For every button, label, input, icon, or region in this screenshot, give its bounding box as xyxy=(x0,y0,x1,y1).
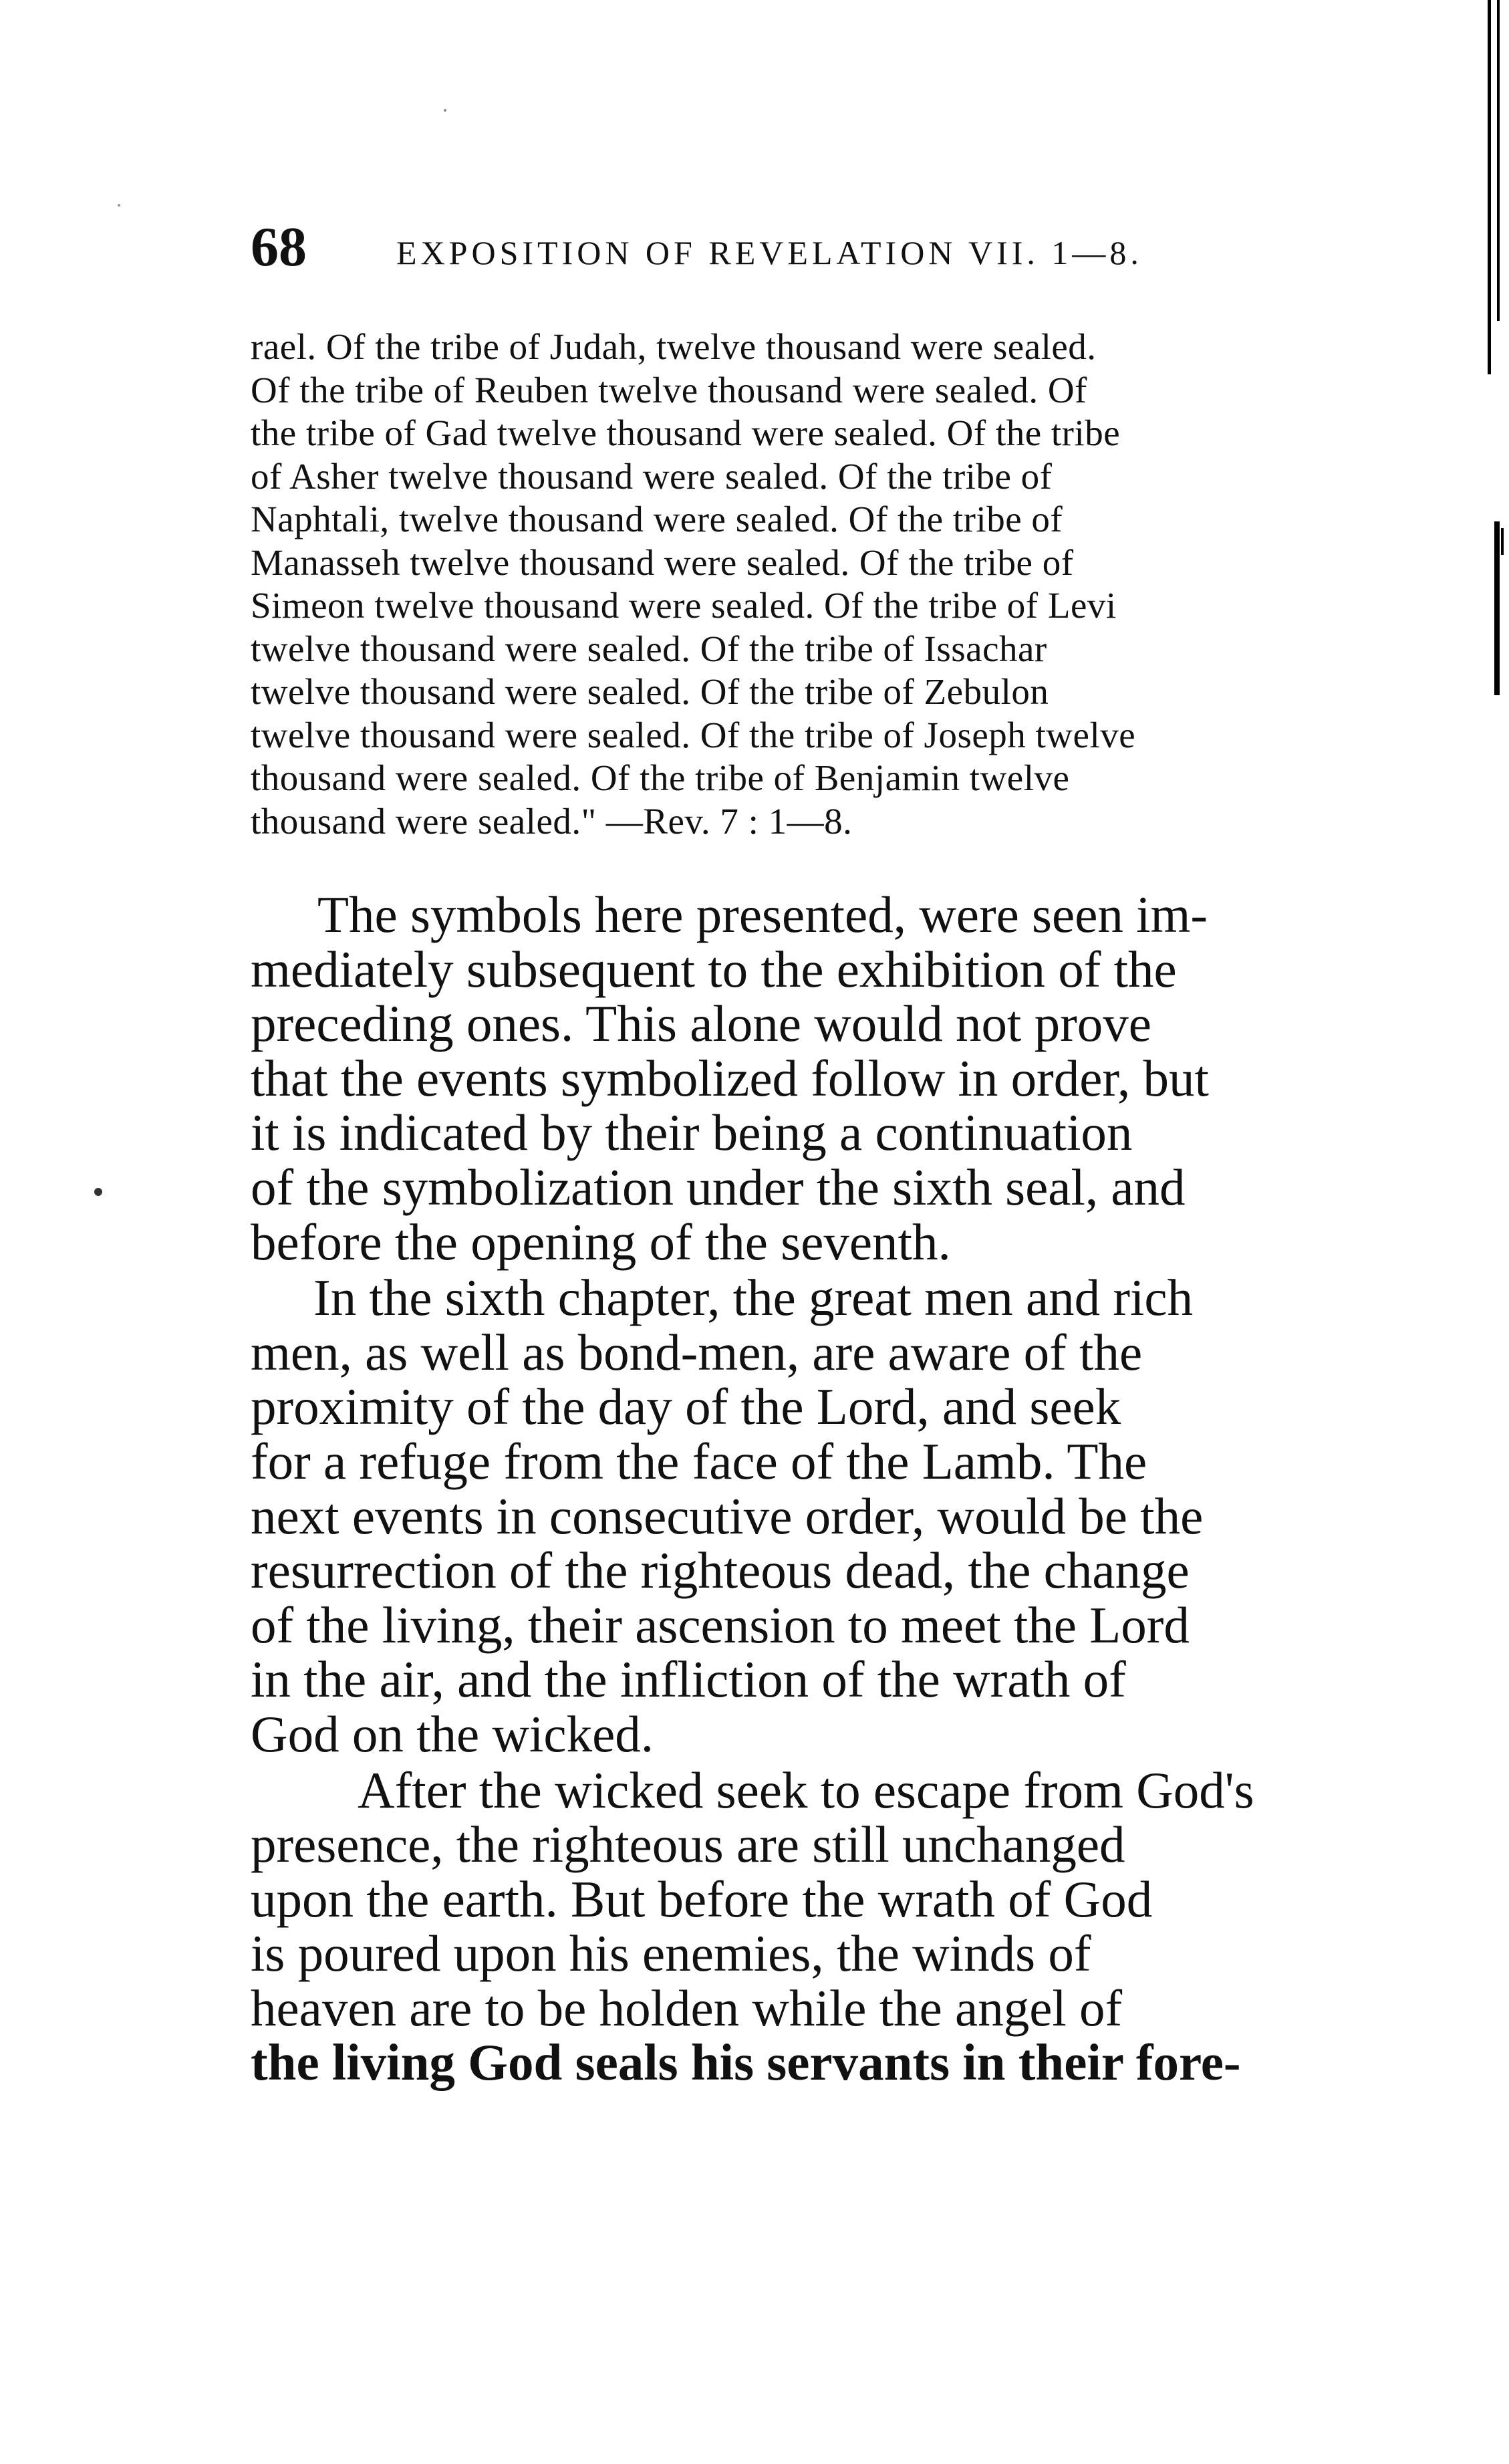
ink-speck xyxy=(94,1188,102,1196)
body-line: proximity of the day of the Lord, and seek xyxy=(251,1378,1121,1436)
body-line: In the sixth chapter, the great men and rich xyxy=(313,1269,1194,1327)
body-line: that the events symbolized follow in order, but xyxy=(251,1049,1209,1107)
quote-line: Simeon twelve thousand were sealed. Of the tribe of Levi xyxy=(251,585,1117,626)
paragraph xyxy=(251,888,1360,1269)
quote-line: Manasseh twelve thousand were sealed. Of the tribe of xyxy=(251,541,1074,583)
scan-edge-mark xyxy=(1494,521,1500,695)
body-line: it is indicated by their being a continuation xyxy=(251,1104,1133,1162)
quote-line: thousand were sealed." —Rev. 7 : 1—8. xyxy=(251,800,853,842)
ink-speck xyxy=(118,204,120,207)
body-line: is poured upon his enemies, the winds of xyxy=(251,1925,1091,1983)
quote-line: twelve thousand were sealed. Of the tribe of Issachar xyxy=(251,628,1047,669)
scan-edge-mark xyxy=(1497,0,1500,321)
body-line: next events in consecutive order, would be the xyxy=(251,1487,1204,1545)
body-line: presence, the righteous are still unchanged xyxy=(251,1816,1125,1874)
body-line: heaven are to be holden while the angel of xyxy=(251,1979,1123,2037)
body-line: After the wicked seek to escape from God's xyxy=(358,1761,1254,1819)
scan-edge-mark xyxy=(1501,528,1504,555)
body-line: resurrection of the righteous dead, the change xyxy=(251,1542,1190,1600)
body-line: in the air, and the infliction of the wrath of xyxy=(251,1650,1126,1709)
body-text xyxy=(251,888,1360,2144)
quote-line: thousand were sealed. Of the tribe of Benjamin twelve xyxy=(251,757,1070,798)
scripture-quotation xyxy=(251,326,1360,860)
body-line: God on the wicked. xyxy=(251,1705,654,1763)
quote-line: the tribe of Gad twelve thousand were sealed. Of the tribe xyxy=(251,412,1121,453)
quote-line: twelve thousand were sealed. Of the tribe of Joseph twelve xyxy=(251,714,1136,755)
ink-speck xyxy=(444,109,446,112)
body-line: of the symbolization under the sixth seal, and xyxy=(251,1158,1186,1216)
scan-edge-mark xyxy=(1488,0,1491,374)
running-head xyxy=(251,216,1380,278)
paragraph xyxy=(251,1763,1360,2091)
body-line: preceding ones. This alone would not prove xyxy=(251,995,1151,1053)
running-title: EXPOSITION OF REVELATION VII. 1—8. xyxy=(396,234,1143,271)
quote-line: Of the tribe of Reuben twelve thousand were sealed. Of xyxy=(251,369,1087,410)
body-line: before the opening of the seventh. xyxy=(251,1213,951,1271)
body-line: of the living, their ascension to meet the Lord xyxy=(251,1596,1190,1654)
body-line: mediately subsequent to the exhibition of the xyxy=(251,940,1177,998)
paragraph xyxy=(251,1271,1360,1761)
quote-line: twelve thousand were sealed. Of the tribe of Zebulon xyxy=(251,671,1049,712)
body-line: upon the earth. But before the wrath of God xyxy=(251,1870,1153,1928)
page-number: 68 xyxy=(251,216,307,278)
body-line: the living God seals his servants in their fore- xyxy=(251,2034,1241,2092)
body-line: The symbols here presented, were seen im- xyxy=(317,886,1208,943)
body-line: for a refuge from the face of the Lamb. The xyxy=(251,1432,1147,1490)
quote-line: rael. Of the tribe of Judah, twelve thousand were sealed. xyxy=(251,326,1097,367)
quote-line: Naphtali, twelve thousand were sealed. Of the tribe of xyxy=(251,499,1063,539)
quote-line: of Asher twelve thousand were sealed. Of the tribe of xyxy=(251,455,1053,497)
body-line: men, as well as bond-men, are aware of the xyxy=(251,1323,1143,1381)
